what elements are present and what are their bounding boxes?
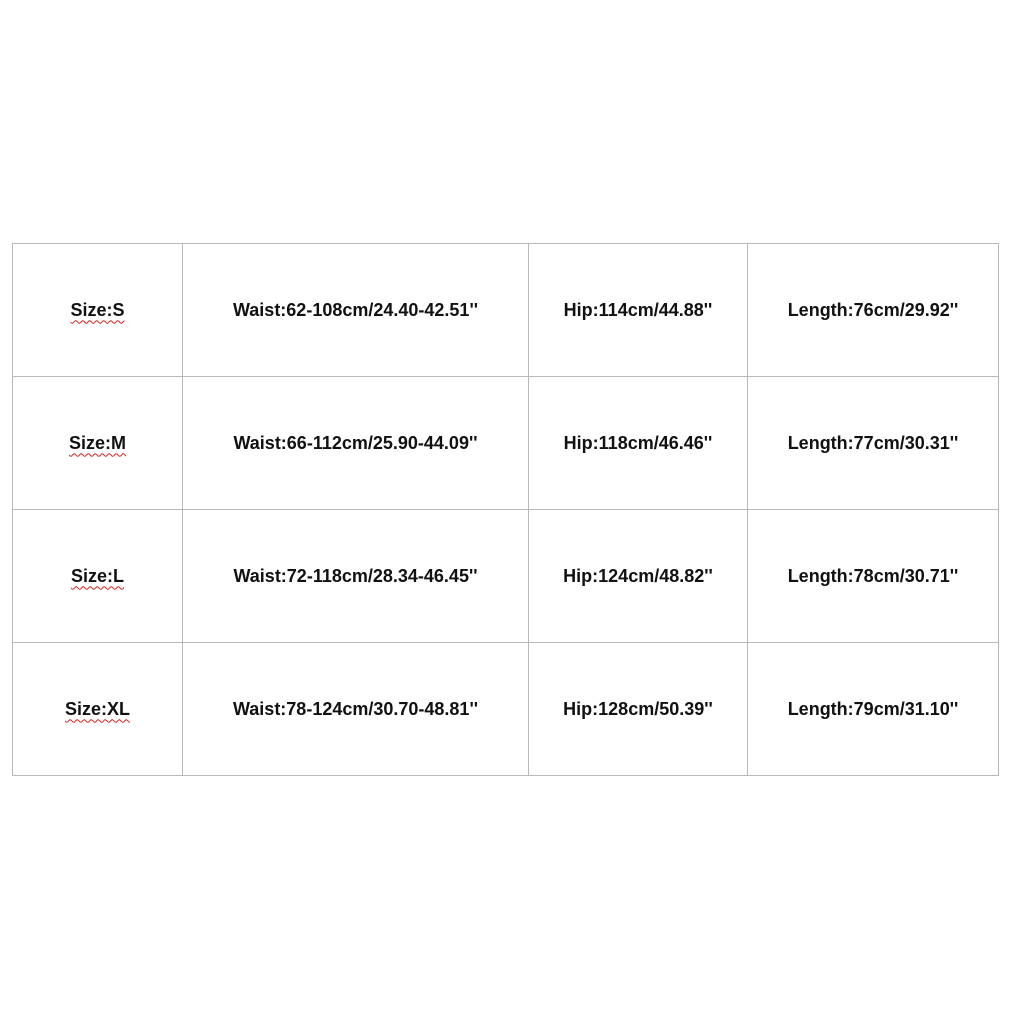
- hip-cell: Hip:114cm/44.88'': [529, 244, 748, 377]
- size-label: Size:XL: [64, 698, 130, 719]
- size-label: Size:S: [70, 299, 125, 320]
- length-cell: Length:76cm/29.92'': [748, 244, 999, 377]
- waist-cell: Waist:78-124cm/30.70-48.81'': [183, 643, 529, 776]
- table-row: [13, 643, 999, 776]
- length-cell: Length:79cm/31.10'': [748, 643, 999, 776]
- waist-cell: Waist:66-112cm/25.90-44.09'': [183, 377, 529, 510]
- size-label: Size:L: [70, 565, 124, 586]
- hip-cell: Hip:118cm/46.46'': [529, 377, 748, 510]
- size-cell: [13, 377, 183, 510]
- size-cell: [13, 643, 183, 776]
- size-cell: [13, 244, 183, 377]
- waist-cell: Waist:72-118cm/28.34-46.45'': [183, 510, 529, 643]
- length-cell: Length:78cm/30.71'': [748, 510, 999, 643]
- hip-cell: Hip:124cm/48.82'': [529, 510, 748, 643]
- size-cell: [13, 510, 183, 643]
- hip-cell: Hip:128cm/50.39'': [529, 643, 748, 776]
- table-row: [13, 244, 999, 377]
- table-row: [13, 510, 999, 643]
- size-chart-table: [12, 243, 999, 776]
- waist-cell: Waist:62-108cm/24.40-42.51'': [183, 244, 529, 377]
- size-label: Size:M: [68, 432, 126, 453]
- table-row: [13, 377, 999, 510]
- length-cell: Length:77cm/30.31'': [748, 377, 999, 510]
